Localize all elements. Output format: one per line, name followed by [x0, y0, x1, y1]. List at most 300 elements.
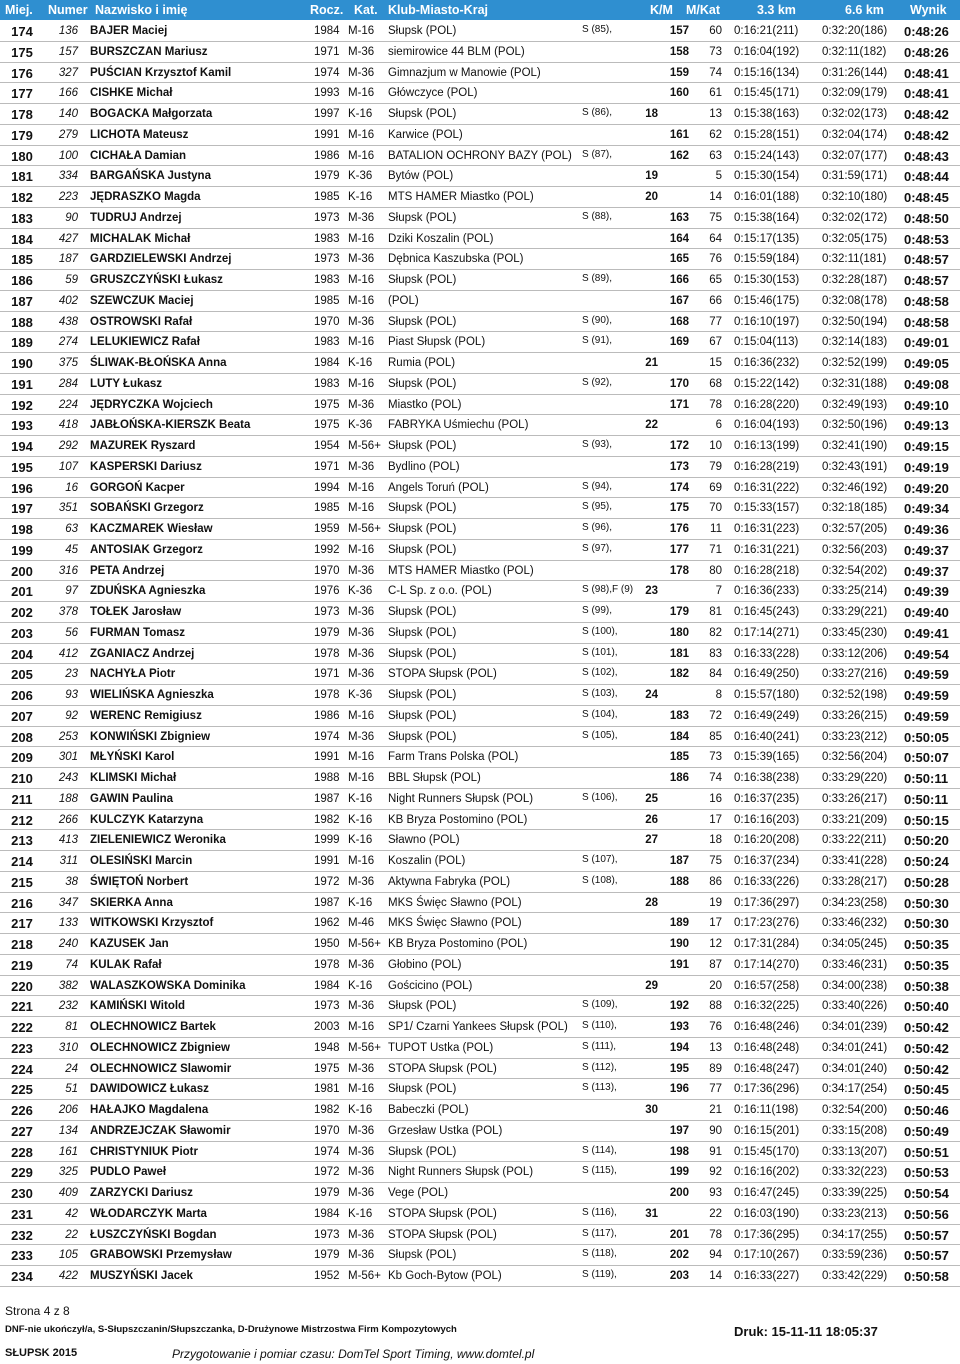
birth-year-cell: 1978 [314, 647, 340, 660]
bib-number-cell: 166 [58, 87, 78, 100]
split-3-3km-cell: 0:16:38(238) [734, 772, 800, 784]
men-place-cell: 167 [669, 294, 689, 307]
table-row [0, 229, 960, 250]
result-time-cell: 0:50:57 [904, 1227, 949, 1243]
category-place-cell: 60 [709, 25, 722, 37]
category-place-cell: 75 [709, 855, 722, 867]
club-cell: MKS Święc Sławno (POL) [388, 917, 522, 930]
birth-year-cell: 1971 [314, 45, 340, 58]
header-result: Wynik [910, 3, 947, 17]
split-6-6km-cell: 0:32:46(192) [822, 481, 888, 494]
place-cell: 219 [11, 957, 33, 973]
table-header [0, 0, 960, 20]
split-3-3km-cell: 0:16:33(227) [734, 1270, 800, 1282]
runner-name-cell: KULAK Rafał [90, 958, 162, 971]
table-row [0, 1245, 960, 1266]
category-place-cell: 89 [709, 1062, 722, 1075]
result-time-cell: 0:50:07 [904, 750, 949, 766]
category-place-cell: 93 [709, 1187, 722, 1199]
category-place-cell: 76 [709, 253, 722, 266]
split-6-6km-cell: 0:33:45(230) [822, 626, 888, 639]
table-row [0, 623, 960, 644]
result-time-cell: 0:50:05 [904, 729, 949, 745]
birth-year-cell: 1979 [314, 1187, 340, 1199]
runner-name-cell: LUTY Łukasz [90, 377, 162, 390]
bib-number-cell: 351 [58, 502, 78, 515]
runner-name-cell: WIELIŃSKA Agnieszka [90, 689, 214, 701]
men-place-cell: 186 [669, 772, 689, 784]
club-cell: Vege (POL) [388, 1187, 449, 1199]
place-cell: 178 [11, 107, 33, 122]
bib-number-cell: 412 [58, 647, 78, 660]
category-cell: M-36 [348, 1145, 375, 1158]
runner-name-cell: GORGOŃ Kacper [90, 481, 185, 494]
table-row [0, 1017, 960, 1038]
birth-year-cell: 1984 [314, 25, 340, 37]
category-cell: K-16 [348, 1104, 373, 1116]
split-3-3km-cell: 0:16:47(245) [734, 1187, 800, 1199]
runner-name-cell: BOGACKA Małgorzata [90, 108, 213, 120]
men-place-cell: 175 [669, 502, 689, 515]
club-cell: Głobino (POL) [388, 958, 462, 971]
men-place-cell: 191 [669, 958, 689, 971]
birth-year-cell: 1975 [314, 398, 340, 411]
split-3-3km-cell: 0:16:13(199) [734, 440, 800, 452]
runner-name-cell: JĘDRASZKO Magda [90, 191, 201, 203]
bib-number-cell: 133 [58, 917, 78, 930]
split-3-3km-cell: 0:16:49(249) [734, 709, 800, 722]
club-cell: (POL) [388, 294, 419, 307]
men-place-cell: 176 [669, 523, 689, 535]
category-place-cell: 73 [709, 751, 722, 764]
place-cell: 206 [11, 688, 33, 703]
men-place-cell: 158 [669, 45, 689, 58]
place-cell: 183 [11, 210, 33, 226]
bib-number-cell: 22 [65, 1228, 78, 1241]
table-row [0, 685, 960, 706]
category-cell: M-16 [348, 232, 375, 245]
table-row [0, 1266, 960, 1287]
table-row [0, 602, 960, 623]
birth-year-cell: 1982 [314, 1104, 340, 1116]
bib-number-cell: 301 [58, 751, 78, 764]
place-cell: 211 [11, 791, 33, 807]
place-cell: 181 [11, 169, 33, 185]
bib-number-cell: 24 [65, 1062, 78, 1075]
category-cell: M-36 [348, 1062, 375, 1075]
women-place-cell: 18 [645, 108, 658, 120]
table-row [0, 1142, 960, 1163]
split-3-3km-cell: 0:16:31(223) [734, 523, 800, 535]
result-time-cell: 0:50:35 [904, 957, 949, 973]
table-row [0, 747, 960, 768]
birth-year-cell: 1959 [314, 523, 340, 535]
place-cell: 185 [11, 252, 33, 268]
category-place-cell: 66 [709, 294, 722, 307]
birth-year-cell: 1999 [314, 834, 340, 847]
split-3-3km-cell: 0:15:28(151) [734, 128, 800, 141]
marks-cell: S (111), [582, 1040, 617, 1052]
marks-cell: S (91), [582, 335, 613, 347]
result-time-cell: 0:48:26 [904, 24, 949, 39]
category-cell: K-16 [348, 108, 373, 120]
split-3-3km-cell: 0:17:14(271) [734, 626, 800, 639]
men-place-cell: 184 [669, 730, 689, 743]
men-place-cell: 196 [669, 1083, 689, 1096]
result-time-cell: 0:50:40 [904, 999, 949, 1015]
place-cell: 229 [11, 1165, 33, 1181]
place-cell: 174 [11, 24, 33, 39]
women-place-cell: 27 [645, 834, 658, 847]
category-place-cell: 67 [709, 336, 722, 349]
header-split1: 3.3 km [757, 3, 796, 17]
split-6-6km-cell: 0:34:01(239) [822, 1021, 888, 1033]
bib-number-cell: 279 [58, 128, 78, 141]
category-place-cell: 13 [709, 108, 722, 120]
birth-year-cell: 1983 [314, 336, 340, 349]
split-3-3km-cell: 0:15:57(180) [734, 689, 800, 701]
marks-cell: S (110), [582, 1020, 617, 1031]
split-3-3km-cell: 0:15:45(170) [734, 1145, 800, 1158]
bib-number-cell: 427 [58, 232, 78, 245]
place-cell: 184 [11, 231, 33, 247]
result-time-cell: 0:48:26 [904, 44, 949, 60]
place-cell: 205 [11, 667, 33, 683]
men-place-cell: 177 [669, 543, 689, 556]
place-cell: 223 [11, 1040, 33, 1056]
birth-year-cell: 1973 [314, 211, 340, 224]
club-cell: Grzesław Ustka (POL) [388, 1124, 503, 1137]
place-cell: 197 [11, 501, 33, 517]
split-3-3km-cell: 0:17:36(297) [734, 896, 800, 909]
bib-number-cell: 136 [58, 25, 78, 37]
table-row [0, 1162, 960, 1183]
split-6-6km-cell: 0:32:02(172) [822, 211, 888, 224]
category-place-cell: 63 [709, 149, 722, 162]
runner-name-cell: BARGAŃSKA Justyna [90, 170, 211, 183]
split-3-3km-cell: 0:15:59(184) [734, 253, 800, 266]
table-row [0, 1038, 960, 1059]
runner-name-cell: FURMAN Tomasz [90, 626, 185, 639]
club-cell: Słupsk (POL) [388, 211, 457, 224]
table-row [0, 561, 960, 582]
category-cell: M-56+ [348, 523, 381, 535]
category-place-cell: 73 [709, 45, 722, 58]
split-6-6km-cell: 0:32:54(200) [822, 1104, 888, 1116]
result-time-cell: 0:50:38 [904, 978, 949, 994]
header-number: Numer [48, 3, 88, 17]
result-time-cell: 0:50:15 [904, 812, 949, 828]
bib-number-cell: 134 [58, 1124, 78, 1137]
bib-number-cell: 438 [58, 315, 78, 328]
split-6-6km-cell: 0:32:50(194) [822, 315, 888, 328]
result-time-cell: 0:48:57 [904, 273, 949, 288]
result-time-cell: 0:49:15 [904, 439, 949, 454]
men-place-cell: 194 [669, 1041, 689, 1054]
birth-year-cell: 1984 [314, 979, 340, 992]
women-place-cell: 26 [645, 813, 658, 826]
category-cell: M-36 [348, 1124, 375, 1137]
club-cell: MKS Święc Sławno (POL) [388, 896, 522, 909]
table-row [0, 249, 960, 270]
result-time-cell: 0:49:19 [904, 459, 949, 475]
place-cell: 195 [11, 459, 33, 475]
men-place-cell: 192 [669, 1000, 689, 1013]
marks-cell: S (103), [582, 688, 618, 699]
marks-cell: S (105), [582, 729, 618, 741]
club-cell: Słupsk (POL) [388, 108, 457, 120]
split-6-6km-cell: 0:31:26(144) [822, 66, 888, 79]
club-cell: Rumia (POL) [388, 357, 456, 369]
split-3-3km-cell: 0:16:36(232) [734, 357, 800, 369]
category-place-cell: 79 [709, 460, 722, 473]
marks-cell: S (114), [582, 1144, 617, 1156]
table-row [0, 166, 960, 187]
split-3-3km-cell: 0:15:39(165) [734, 751, 800, 764]
header-name: Nazwisko i imię [95, 3, 188, 17]
table-row [0, 789, 960, 810]
result-time-cell: 0:49:59 [904, 667, 949, 683]
men-place-cell: 157 [669, 25, 689, 37]
club-cell: MTS HAMER Miastko (POL) [388, 564, 534, 577]
table-row [0, 727, 960, 748]
marks-cell: S (90), [582, 314, 613, 326]
result-time-cell: 0:50:30 [904, 916, 949, 932]
split-3-3km-cell: 0:16:28(218) [734, 564, 800, 577]
place-cell: 214 [11, 854, 33, 869]
category-place-cell: 6 [715, 419, 722, 432]
club-cell: FABRYKA Uśmiechu (POL) [388, 419, 529, 432]
place-cell: 232 [11, 1227, 33, 1243]
split-6-6km-cell: 0:34:00(238) [822, 979, 888, 992]
place-cell: 221 [11, 999, 33, 1015]
result-time-cell: 0:50:58 [904, 1269, 949, 1284]
split-6-6km-cell: 0:33:46(232) [822, 917, 888, 930]
runner-name-cell: ANDRZEJCZAK Sławomir [90, 1124, 231, 1137]
result-time-cell: 0:48:41 [904, 65, 949, 81]
runner-name-cell: OLECHNOWICZ Slawomir [90, 1062, 232, 1075]
result-time-cell: 0:48:42 [904, 107, 949, 122]
marks-cell: S (97), [582, 542, 613, 554]
bib-number-cell: 409 [58, 1187, 78, 1199]
men-place-cell: 181 [669, 647, 689, 660]
split-3-3km-cell: 0:17:14(270) [734, 958, 800, 971]
category-cell: M-16 [348, 855, 375, 867]
birth-year-cell: 1982 [314, 813, 340, 826]
marks-cell: S (92), [582, 376, 613, 388]
result-time-cell: 0:50:45 [904, 1082, 949, 1098]
place-cell: 177 [11, 86, 33, 102]
men-place-cell: 172 [669, 440, 689, 452]
club-cell: Sławno (POL) [388, 834, 460, 847]
club-cell: Miastko (POL) [388, 398, 462, 411]
place-cell: 222 [11, 1020, 33, 1035]
birth-year-cell: 1973 [314, 1000, 340, 1013]
place-cell: 182 [11, 190, 33, 205]
split-3-3km-cell: 0:16:37(235) [734, 792, 800, 805]
place-cell: 193 [11, 418, 33, 434]
runner-name-cell: GRABOWSKI Przemysław [90, 1249, 232, 1262]
split-6-6km-cell: 0:33:39(225) [822, 1187, 888, 1199]
category-place-cell: 64 [709, 232, 722, 245]
split-6-6km-cell: 0:32:18(185) [822, 502, 888, 515]
print-timestamp: Druk: 15-11-11 18:05:37 [734, 1324, 878, 1339]
men-place-cell: 171 [669, 398, 689, 411]
split-6-6km-cell: 0:34:05(245) [822, 938, 888, 950]
men-place-cell: 183 [669, 709, 689, 722]
marks-cell: S (94), [582, 480, 613, 492]
men-place-cell: 179 [669, 606, 689, 618]
category-cell: K-36 [348, 689, 373, 701]
birth-year-cell: 1992 [314, 543, 340, 556]
place-cell: 191 [11, 376, 33, 392]
marks-cell: S (106), [582, 791, 618, 803]
category-place-cell: 11 [710, 523, 722, 535]
table-row [0, 644, 960, 665]
table-row [0, 146, 960, 167]
birth-year-cell: 1991 [314, 751, 340, 764]
club-cell: KB Bryza Postomino (POL) [388, 813, 528, 826]
result-time-cell: 0:48:42 [904, 127, 949, 143]
runner-name-cell: SZEWCZUK Maciej [90, 294, 194, 307]
place-cell: 227 [11, 1123, 33, 1139]
runner-name-cell: GAWIN Paulina [90, 792, 174, 805]
bib-number-cell: 325 [58, 1166, 78, 1179]
birth-year-cell: 1991 [314, 128, 340, 141]
club-cell: KB Bryza Postomino (POL) [388, 938, 528, 950]
timing-credit: Przygotowanie i pomiar czasu: DomTel Sport Timing, www.domtel.pl [172, 1347, 535, 1361]
place-cell: 190 [11, 356, 33, 371]
men-place-cell: 189 [669, 917, 689, 930]
bib-number-cell: 327 [58, 66, 78, 79]
bib-number-cell: 140 [58, 108, 78, 120]
marks-cell: S (96), [582, 522, 613, 533]
men-place-cell: 163 [669, 211, 689, 224]
category-place-cell: 72 [709, 709, 722, 722]
split-6-6km-cell: 0:33:59(236) [822, 1249, 888, 1262]
birth-year-cell: 1948 [314, 1041, 340, 1054]
runner-name-cell: SOBAŃSKI Grzegorz [90, 502, 204, 515]
runner-name-cell: CHRISTYNIUK Piotr [90, 1145, 198, 1158]
result-time-cell: 0:50:42 [904, 1061, 949, 1077]
category-place-cell: 74 [709, 66, 722, 79]
birth-year-cell: 1952 [314, 1270, 340, 1282]
category-cell: M-36 [348, 730, 375, 743]
marks-cell: S (98),F (9) [582, 584, 634, 596]
split-6-6km-cell: 0:32:28(187) [822, 274, 888, 286]
place-cell: 224 [11, 1061, 33, 1077]
split-6-6km-cell: 0:33:32(223) [822, 1166, 888, 1179]
split-6-6km-cell: 0:32:54(202) [822, 564, 888, 577]
table-row [0, 374, 960, 395]
bib-number-cell: 334 [58, 170, 78, 183]
place-cell: 200 [11, 563, 33, 579]
split-3-3km-cell: 0:15:38(163) [734, 108, 800, 120]
birth-year-cell: 1987 [314, 792, 340, 805]
club-cell: Gimnazjum w Manowie (POL) [388, 66, 541, 79]
marks-cell: S (89), [582, 273, 613, 284]
category-cell: M-36 [348, 1249, 375, 1262]
club-cell: STOPA Słupsk (POL) [388, 668, 497, 681]
men-place-cell: 165 [669, 253, 689, 266]
place-cell: 226 [11, 1103, 33, 1118]
club-cell: Farm Trans Polska (POL) [388, 751, 519, 764]
split-3-3km-cell: 0:16:31(221) [734, 543, 800, 556]
club-cell: Słupsk (POL) [388, 626, 457, 639]
men-place-cell: 169 [669, 336, 689, 349]
result-time-cell: 0:48:50 [904, 210, 949, 226]
category-place-cell: 7 [715, 585, 722, 598]
table-row [0, 540, 960, 561]
table-row [0, 706, 960, 727]
category-cell: M-16 [348, 709, 375, 722]
runner-name-cell: CICHAŁA Damian [90, 149, 187, 162]
birth-year-cell: 1978 [314, 958, 340, 971]
birth-year-cell: 1971 [314, 668, 340, 681]
marks-cell: S (100), [582, 625, 618, 637]
men-place-cell: 202 [669, 1249, 689, 1262]
place-cell: 180 [11, 148, 33, 164]
table-row [0, 125, 960, 146]
bib-number-cell: 74 [65, 958, 78, 971]
category-cell: M-16 [348, 377, 375, 390]
women-place-cell: 23 [645, 585, 658, 598]
club-cell: BBL Słupsk (POL) [388, 772, 481, 784]
split-3-3km-cell: 0:16:20(208) [734, 834, 800, 847]
result-time-cell: 0:50:56 [904, 1206, 949, 1222]
category-cell: K-36 [348, 585, 373, 598]
result-time-cell: 0:48:44 [904, 169, 949, 185]
split-3-3km-cell: 0:16:10(197) [734, 315, 800, 328]
table-row [0, 1079, 960, 1100]
result-time-cell: 0:49:10 [904, 397, 949, 413]
bib-number-cell: 232 [58, 1000, 78, 1013]
result-time-cell: 0:49:41 [904, 625, 949, 641]
place-cell: 215 [11, 874, 33, 890]
place-cell: 207 [11, 708, 33, 724]
split-3-3km-cell: 0:15:30(154) [734, 170, 800, 183]
table-row [0, 1204, 960, 1225]
result-time-cell: 0:49:05 [904, 356, 949, 371]
result-time-cell: 0:49:40 [904, 605, 949, 620]
bib-number-cell: 311 [59, 855, 78, 867]
runner-name-cell: ŁUSZCZYŃSKI Bogdan [90, 1228, 217, 1241]
marks-cell: S (102), [582, 667, 618, 679]
runner-name-cell: NACHYŁA Piotr [90, 668, 176, 681]
split-6-6km-cell: 0:33:42(229) [822, 1270, 888, 1282]
men-place-cell: 185 [669, 751, 689, 764]
split-3-3km-cell: 0:16:32(225) [734, 1000, 800, 1013]
men-place-cell: 182 [669, 668, 689, 681]
birth-year-cell: 1986 [314, 709, 340, 722]
split-3-3km-cell: 0:16:21(211) [734, 25, 799, 37]
category-place-cell: 19 [709, 896, 722, 909]
category-cell: M-36 [348, 1187, 375, 1199]
club-cell: SP1/ Czarni Yankees Słupsk (POL) [388, 1021, 568, 1033]
header-club: Klub-Miasto-Kraj [388, 3, 488, 17]
split-6-6km-cell: 0:32:43(191) [822, 460, 888, 473]
results-table [0, 21, 960, 1287]
category-cell: M-56+ [348, 1270, 381, 1282]
club-cell: Angels Toruń (POL) [388, 481, 489, 494]
bib-number-cell: 223 [58, 191, 78, 203]
split-3-3km-cell: 0:17:31(284) [734, 938, 800, 950]
birth-year-cell: 1950 [314, 938, 340, 950]
result-time-cell: 0:48:43 [904, 148, 949, 164]
split-3-3km-cell: 0:17:10(267) [734, 1249, 800, 1262]
category-place-cell: 70 [709, 502, 722, 515]
runner-name-cell: MUSZYŃSKI Jacek [90, 1270, 193, 1282]
